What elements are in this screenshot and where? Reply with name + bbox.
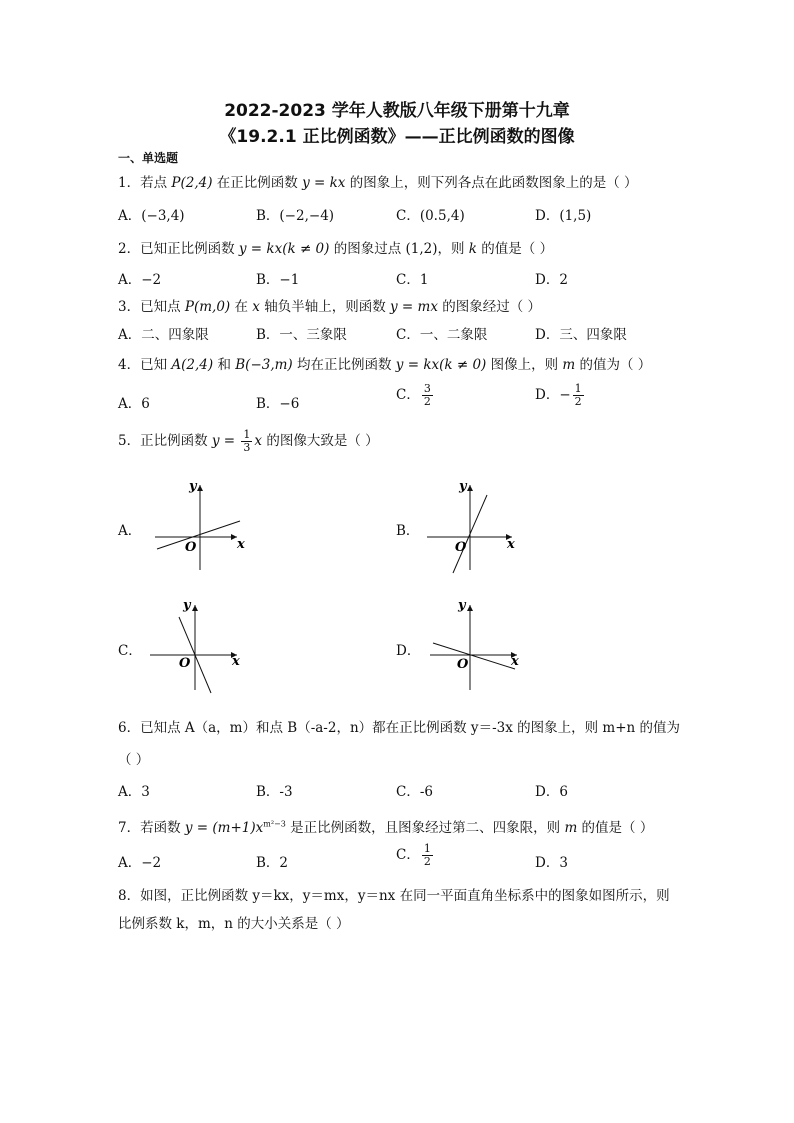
q4-option-d: D．− $\frac{1}{2}$: [535, 382, 582, 408]
q7-option-b: B．2: [256, 855, 289, 871]
q1-option-c: C．(0.5,4): [396, 208, 465, 224]
q4-option-a: A．6: [118, 396, 150, 412]
x-axis-label: x: [511, 654, 519, 669]
fraction: $\frac{1}{3}$: [243, 428, 251, 454]
question-5: 5．正比例函数 y = $\frac{1}{3}$ x 的图像大致是（ ）: [118, 428, 379, 454]
x-axis-label: x: [237, 537, 245, 552]
graph-a: [145, 475, 255, 575]
q3-option-d: D．三、四象限: [535, 327, 627, 343]
q3-option-a: A．二、四象限: [118, 327, 209, 343]
q1-option-d: D．(1,5): [535, 208, 592, 224]
question-3: 3．已知点 P(m,0) 在 x 轴负半轴上，则函数 y = mx 的图象经过（ ）: [118, 299, 542, 315]
q4-option-c: C． $\frac{3}{2}$: [396, 382, 431, 408]
question-1: 1．若点 P(2,4) 在正比例函数 y = kx 的图象上，则下列各点在此函数图象上的是（ ）: [118, 175, 638, 191]
q7-option-d: D．3: [535, 855, 568, 871]
question-8: 8．如图，正比例函数 y＝kx，y＝mx，y＝nx 在同一平面直角坐标系中的图象如图所示，则: [118, 888, 670, 904]
section-heading: 一、单选题: [118, 151, 179, 165]
q3-option-c: C．一、二象限: [396, 327, 488, 343]
q7-option-a: A．−2: [118, 855, 162, 871]
title-line-2: 《19.2.1 正比例函数》——正比例函数的图像: [219, 127, 575, 147]
origin-label: O: [457, 657, 469, 672]
q4-option-b: B．−6: [256, 396, 300, 412]
function-line: [433, 643, 515, 669]
q6-option-d: D．6: [535, 784, 568, 800]
graph-label-c: C．: [118, 643, 142, 659]
question-2: 2．已知正比例函数 y = kx(k ≠ 0) 的图象过点 (1,2)，则 k 的值是（ ）: [118, 241, 554, 257]
graph-d: [425, 595, 530, 695]
q6-option-a: A．3: [118, 784, 150, 800]
q2-option-c: C．1: [396, 272, 429, 288]
question-6: 6．已知点 A（a，m）和点 B（-a-2，n）都在正比例函数 y＝-3x 的图象上，则 m+n 的值为: [118, 720, 681, 736]
graph-label-b: B．: [396, 523, 420, 539]
q2-option-b: B．−1: [256, 272, 300, 288]
q1-option-b: B．(−2,−4): [256, 208, 335, 224]
graph-label-d: D．: [396, 643, 421, 659]
fraction: $\frac{3}{2}$: [423, 382, 431, 408]
q7-option-c: C． $\frac{1}{2}$: [396, 842, 431, 868]
q3-option-b: B．一、三象限: [256, 327, 347, 343]
question-7: 7．若函数 $y = (m+1)x^{m^2-3}$ 是正比例函数，且图象经过第二、四象限，则 m 的值是（ ）: [118, 819, 654, 836]
x-axis-label: x: [507, 537, 515, 552]
q1-option-a: A．(−3,4): [118, 208, 185, 224]
q6-option-c: C．-6: [396, 784, 433, 800]
graph-c: [145, 595, 255, 695]
fraction: $\frac{1}{2}$: [574, 382, 582, 408]
y-axis-label: y: [183, 598, 191, 613]
origin-label: O: [455, 540, 467, 555]
y-axis-label: y: [459, 479, 467, 494]
x-axis-label: x: [232, 654, 240, 669]
q2-option-a: A．−2: [118, 272, 162, 288]
graph-b: [415, 475, 525, 575]
q2-option-d: D．2: [535, 272, 568, 288]
function-line: [157, 521, 240, 549]
question-6-line-2: （ ）: [118, 752, 150, 768]
q6-option-b: B．-3: [256, 784, 293, 800]
fraction: $\frac{1}{2}$: [423, 842, 431, 868]
title-line-1: 2022-2023 学年人教版八年级下册第十九章: [224, 101, 570, 121]
question-4: 4．已知 A(2,4) 和 B(−3,m) 均在正比例函数 y = kx(k ≠ 0) 图像上，则 m 的值为（ ）: [118, 357, 652, 373]
y-axis-label: y: [458, 598, 466, 613]
origin-label: O: [179, 656, 191, 671]
graph-label-a: A．: [118, 523, 142, 539]
y-axis-label: y: [189, 479, 197, 494]
question-8-line-2: 比例系数 k，m，n 的大小关系是（ ）: [118, 916, 350, 932]
origin-label: O: [185, 540, 197, 555]
